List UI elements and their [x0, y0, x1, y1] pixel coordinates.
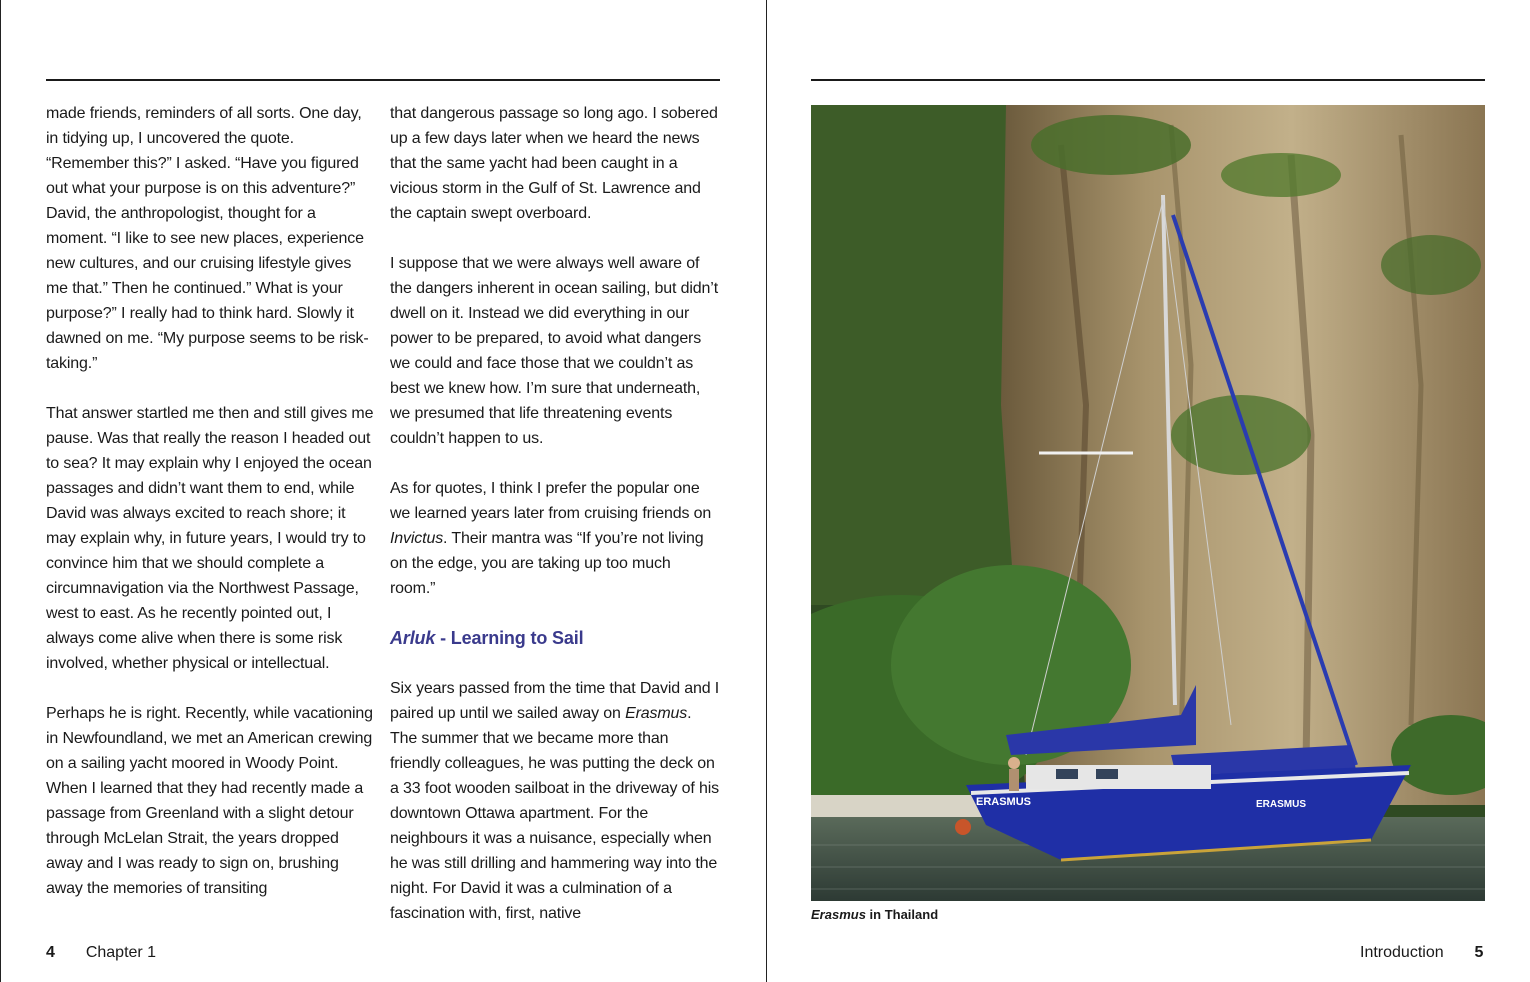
text-column-1	[46, 101, 376, 901]
paragraph: that dangerous passage so long ago. I sobered up a few days later when we heard the news that the same yacht had been caught in a vicious storm in the Gulf of St. Lawrence and the captain swept overboard.	[390, 105, 718, 222]
right-page	[767, 0, 1530, 982]
text-run: Six years passed from the time that David and I paired up until we sailed away on	[390, 680, 720, 722]
photo-illustration	[811, 105, 1485, 901]
text-run: . Their mantra was “If you’re not living on the edge, you are taking up too much room.”	[390, 530, 704, 597]
sailboat-photo	[811, 105, 1485, 901]
photo-caption	[811, 906, 938, 924]
caption-boat-name: Erasmus	[811, 907, 866, 922]
section-label: Introduction	[1360, 944, 1444, 961]
text-run: As for quotes, I think I prefer the popular one we learned years later from cruising friends on	[390, 480, 712, 522]
text-column-2	[390, 101, 720, 926]
paragraph: Perhaps he is right. Recently, while vacationing in Newfoundland, we met an American crewing on a sailing yacht moored in Woody Point. When I learned that they had recently made a passage from Greenland with a slight detour through McLelan Strait, the years dropped away and I was ready to sign on, brushing away the memories of transiting	[46, 705, 373, 897]
section-heading	[390, 626, 720, 651]
page-number: 4	[46, 944, 55, 961]
hull-name-stern: ERASMUS	[976, 796, 1032, 808]
page-footer	[46, 941, 156, 965]
italic-boat-name: Invictus	[390, 530, 444, 547]
page-footer	[1360, 941, 1483, 965]
heading-text: - Learning to Sail	[435, 628, 584, 648]
header-rule	[46, 79, 720, 81]
header-rule	[811, 79, 1485, 81]
paragraph	[390, 476, 720, 601]
heading-boat-name: Arluk	[390, 628, 436, 648]
paragraph	[390, 676, 720, 926]
text-run: . The summer that we became more than friendly colleagues, he was putting the deck on a 33 foot wooden sailboat in the driveway of his downtown Ottawa apartment. For the neighbours it was a nuisance, especially when he was still drilling and hammering way into the night. For David it was a culmination of a fascination with, first, native	[390, 705, 720, 922]
paragraph: I suppose that we were always well aware of the dangers inherent in ocean sailing, but didn’t dwell on it. Instead we did everything in our power to be prepared, to avoid what dangers we could and face those that we couldn’t as best we knew how. I’m sure that underneath, we presumed that life threatening events couldn’t happen to us.	[390, 255, 718, 447]
hull-name-bow: ERASMUS	[1256, 799, 1307, 810]
caption-text: in Thailand	[865, 907, 939, 922]
page-number: 5	[1474, 944, 1484, 961]
paragraph: That answer startled me then and still gives me pause. Was that really the reason I headed out to sea? It may explain why I enjoyed the ocean passages and didn’t want them to end, while David was always excited to reach shore; it may explain why, in future years, I would try to convince him that we should complete a circumnavigation via the Northwest Passage, west to east. As he recently pointed out, I always come alive when there is some risk involved, whether physical or intellectual.	[46, 405, 374, 672]
chapter-label: Chapter 1	[85, 944, 157, 961]
italic-boat-name: Erasmus	[625, 705, 688, 722]
paragraph: made friends, reminders of all sorts. One day, in tidying up, I uncovered the quote. “Remember this?” I asked. “Have you figured out what your purpose is on this adventure?” David, the anthropologist, thought for a moment. “I like to see new places, experience new cultures, and our cruising lifestyle gives me that.” Then he continued.” What is your purpose?” I really had to think hard. Slowly it dawned on me. “My purpose seems to be risk-taking.”	[46, 105, 369, 372]
